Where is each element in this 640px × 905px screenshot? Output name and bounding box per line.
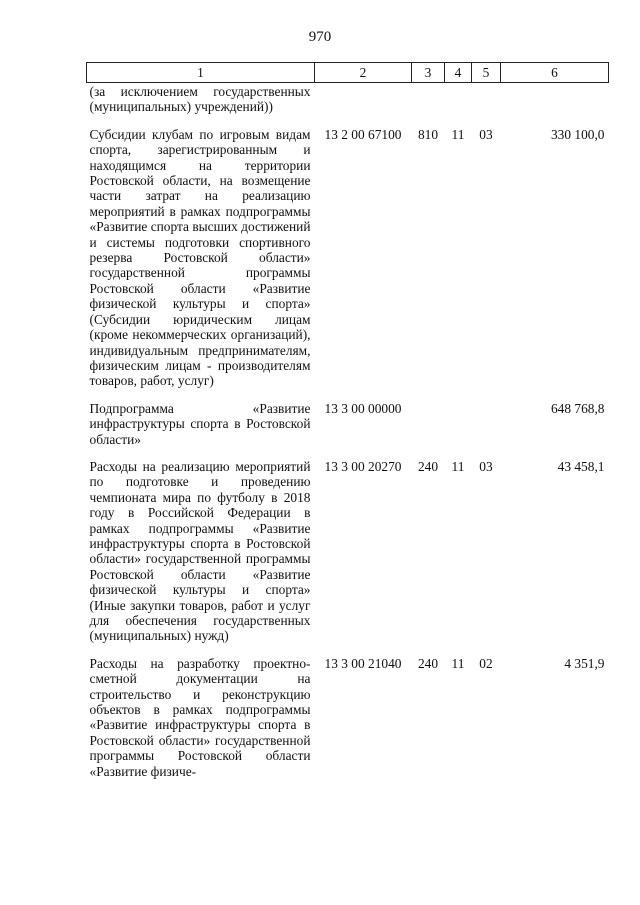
table-row (87, 400, 609, 458)
row-col-4 (445, 400, 472, 458)
table-row (87, 458, 609, 655)
table-row (87, 83, 609, 126)
row-col-4: 11 (451, 655, 465, 671)
row-name: Расходы на реализацию мероприятий по подготовке и проведению чемпионата мира по футболу в 2018 году в Российской Федерации в рамках подпрограммы «Развитие инфраструктуры спорта в Ростовской области» государственной программы Ростовской области «Развитие физической культуры и спорта» (Иные закупки товаров, работ и услуг для обеспечения государственных (муниципальных) нужд) (89, 458, 311, 644)
row-code: 13 3 00 20270 (324, 458, 402, 474)
header-row (87, 63, 609, 83)
row-col-5: 02 (479, 655, 493, 671)
row-amount: 4 351,9 (564, 655, 605, 671)
budget-table (86, 62, 609, 779)
row-col-3 (412, 400, 445, 458)
row-amount: 43 458,1 (557, 458, 605, 474)
row-col-5 (472, 400, 501, 458)
row-code: 13 2 00 67100 (324, 126, 402, 142)
table-row (87, 655, 609, 779)
row-col-4 (445, 83, 472, 126)
header-col-6: 6 (501, 63, 609, 83)
table-body (87, 83, 609, 780)
row-col-4: 11 (451, 126, 465, 142)
header-col-1: 1 (87, 63, 315, 83)
table-header (87, 63, 609, 83)
row-col-3: 240 (417, 458, 439, 474)
row-code (315, 83, 412, 126)
header-col-4: 4 (445, 63, 472, 83)
page-number: 970 (308, 29, 332, 45)
row-amount: 648 768,8 (550, 400, 605, 416)
row-col-5: 03 (479, 126, 493, 142)
table-row (87, 126, 609, 400)
header-col-2: 2 (315, 63, 412, 83)
row-col-4: 11 (451, 458, 465, 474)
row-name: (за исключением государственных (муниципальных) учреждений)) (89, 84, 311, 115)
row-col-3 (412, 83, 445, 126)
header-col-3: 3 (412, 63, 445, 83)
row-col-3: 240 (417, 655, 439, 671)
row-col-5: 03 (479, 458, 493, 474)
row-amount: 330 100,0 (550, 126, 605, 142)
row-name: Субсидии клубам по игровым видам спорта, зарегистрированным и находящимся на территории Ростовской области, на возмещение части затрат на реализацию мероприятий в рамках подпрограммы «Развитие спорта высших достижений и системы подготовки спортивного резерва Ростовской области» государственной программы Ростовской области «Развитие физической культуры и спорта» (Субсидии юридическим лицам (кроме некоммерческих организаций), индивидуальным предпринимателям, физическим лицам - производителям товаров, работ, услуг) (89, 126, 311, 389)
row-code: 13 3 00 00000 (324, 400, 402, 416)
row-name: Расходы на разработку проектно-сметной документации на строительство и реконструкцию объектов в рамках подпрограммы «Развитие инфраструктуры спорта в Ростовской области» государственной программы Ростовской области «Развитие физиче- (89, 655, 311, 779)
row-col-3: 810 (417, 126, 439, 142)
row-code: 13 3 00 21040 (324, 655, 402, 671)
row-amount (501, 83, 609, 126)
row-col-5 (472, 83, 501, 126)
row-name: Подпрограмма «Развитие инфраструктуры спорта в Ростовской области» (89, 400, 311, 447)
header-col-5: 5 (472, 63, 501, 83)
